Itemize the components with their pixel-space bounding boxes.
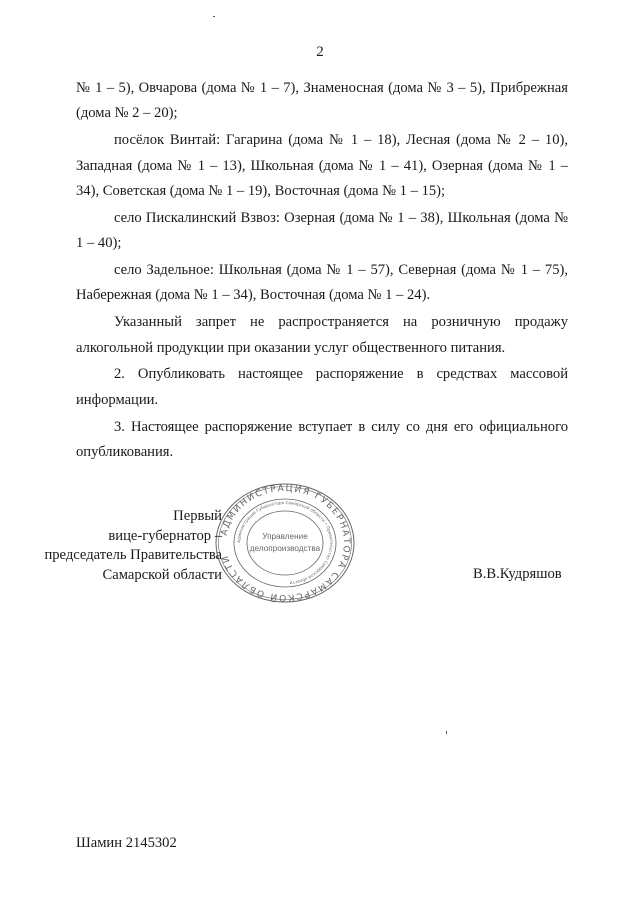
- seal-center-line-1: Управление: [262, 532, 308, 541]
- signatory-title-line: председатель Правительства: [44, 547, 222, 564]
- scan-artifact: [446, 731, 447, 734]
- page-number: 2: [316, 44, 324, 60]
- signatory-name: В.В.Кудряшов: [473, 566, 562, 582]
- signatory-title-line: вице-губернатор –: [108, 527, 222, 544]
- paragraph-5: 2. Опубликовать настоящее распоряжение в средствах массовой информации.: [76, 366, 568, 408]
- signatory-title: [22, 507, 222, 585]
- seal-outer-text: АДМИНИСТРАЦИЯ ГУБЕРНАТОРА САМАРСКОЙ ОБЛАСТИ: [219, 483, 352, 603]
- signatory-title-line: Самарской области: [102, 566, 222, 583]
- paragraph-4: Указанный запрет не распространяется на розничную продажу алкогольной продукции при оказании услуг общественного питания.: [76, 314, 568, 356]
- seal-center-line-2: делопроизводства: [249, 544, 321, 553]
- paragraph-2: село Пискалинский Взвоз: Озерная (дома № 1 – 38), Школьная (дома № 1 – 40);: [76, 209, 568, 252]
- seal-inner-text: Администрация Губернатора Самарской области • Правительство Самарской области: [235, 499, 335, 586]
- seal-inner-ring: [247, 511, 323, 575]
- seal-middle-ring: [234, 499, 336, 587]
- scan-artifact: [213, 16, 215, 17]
- paragraph-3: село Задельное: Школьная (дома № 1 – 57), Северная (дома № 1 – 75), Набережная (дома № 1 – 34), Восточная (дома № 1 – 24).: [76, 262, 568, 304]
- signatory-title-line: Первый: [173, 508, 222, 524]
- official-seal: [213, 482, 357, 604]
- document-body: [76, 76, 568, 467]
- author-line: Шамин 2145302: [76, 835, 177, 851]
- paragraph-6: 3. Настоящее распоряжение вступает в силу со дня его официального опубликования.: [76, 418, 568, 461]
- paragraph-1: посёлок Винтай: Гагарина (дома № 1 – 18), Лесная (дома № 2 – 10), Западная (дома № 1 – 13), Школьная (дома № 1 – 41), Озерная (дома № 1 – 34), Советская (дома № 1 – 19), Восточная (дома № 1 – 15);: [76, 132, 568, 200]
- paragraph-0: № 1 – 5), Овчарова (дома № 1 – 7), Знаменосная (дома № 3 – 5), Прибрежная (дома № 2 – 20);: [76, 80, 568, 122]
